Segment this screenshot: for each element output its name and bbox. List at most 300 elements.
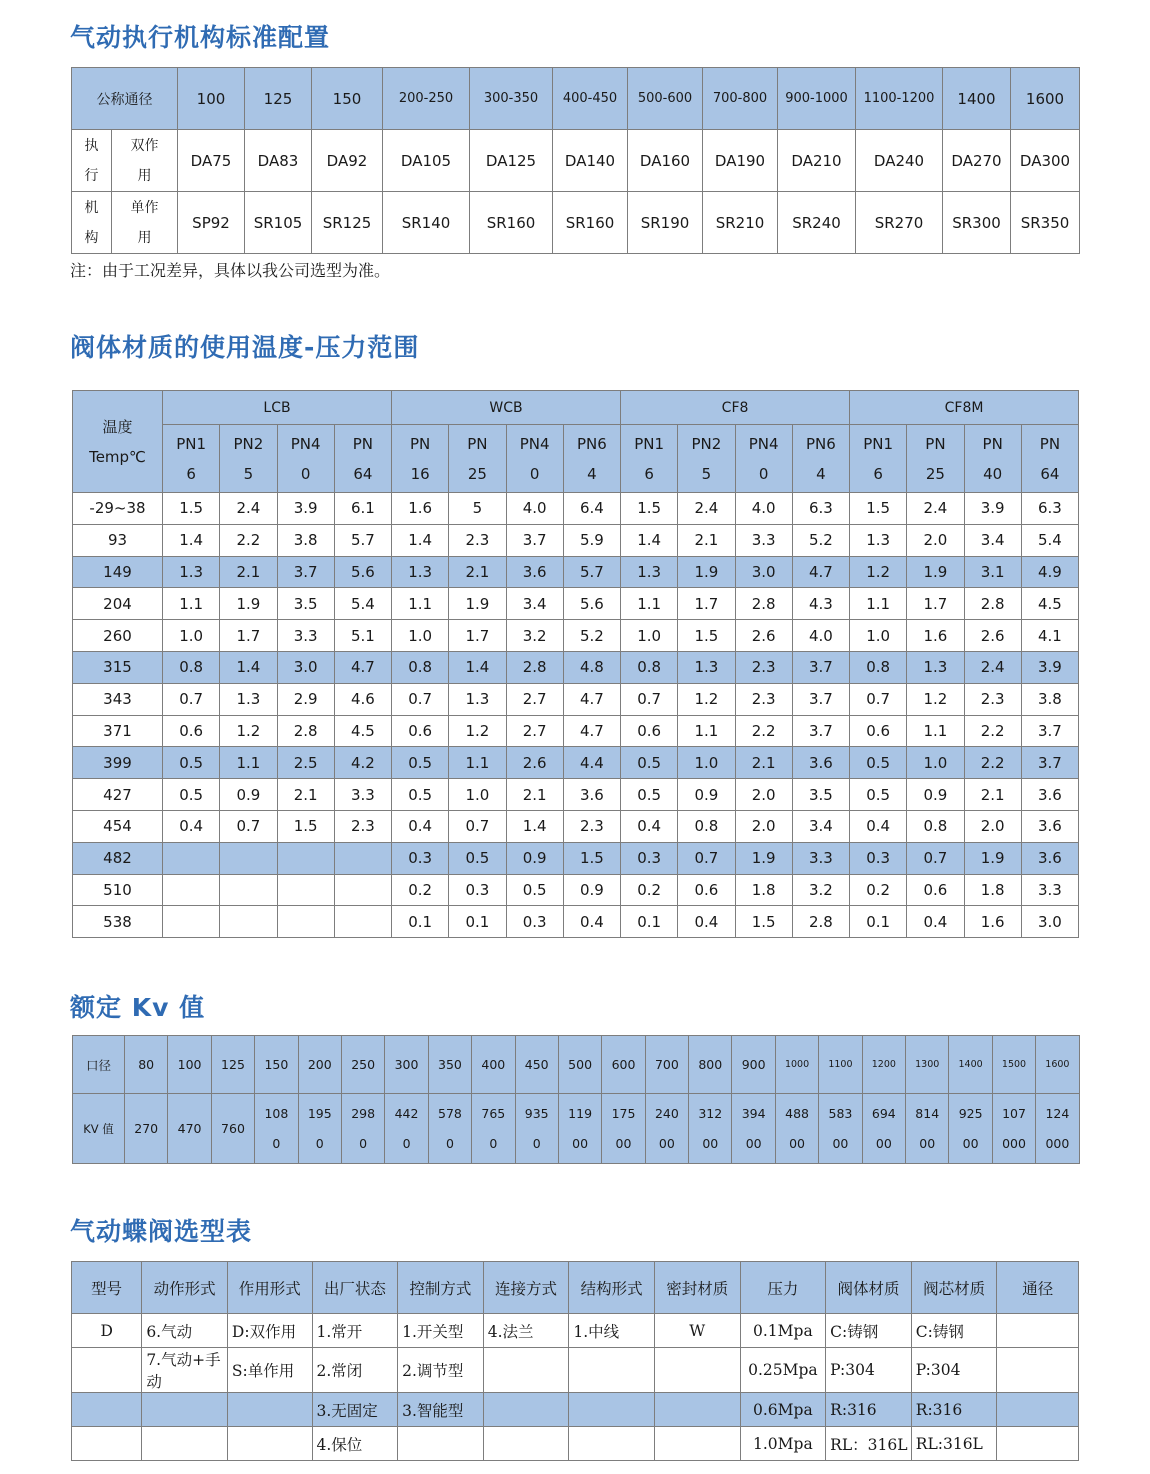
pressure-cell: 0.5 <box>163 747 220 779</box>
pressure-cell: 1.0 <box>621 620 678 652</box>
pressure-cell: 0.1 <box>392 906 449 938</box>
pressure-cell: 1.6 <box>392 493 449 525</box>
pressure-cell <box>163 842 220 874</box>
cell-line: 578 <box>438 1105 462 1121</box>
pressure-cell: 0.5 <box>621 747 678 779</box>
temp-header <box>73 391 163 493</box>
cell-line: 195 <box>307 1105 332 1121</box>
pn-header <box>220 425 277 493</box>
header-cell: 阀芯材质 <box>911 1262 997 1314</box>
pressure-cell: 0.6 <box>392 715 449 747</box>
cell-line: 5 <box>701 464 712 483</box>
pressure-cell: 1.1 <box>163 588 220 620</box>
diameter-cell: 600 <box>602 1036 645 1094</box>
value-cell: DA300 <box>1011 130 1080 192</box>
option-cell <box>569 1427 655 1461</box>
pn-header <box>163 425 220 493</box>
option-cell <box>483 1393 569 1427</box>
table-row <box>73 493 1079 525</box>
pressure-cell: 4.7 <box>563 715 620 747</box>
option-cell <box>483 1427 569 1461</box>
cell-line: 000 <box>1045 1135 1070 1151</box>
pn-header <box>907 425 964 493</box>
table-row <box>72 1348 1079 1393</box>
pressure-cell: 2.2 <box>964 747 1021 779</box>
value-cell: DA270 <box>943 130 1011 192</box>
option-cell <box>142 1427 228 1461</box>
size-cell: 125 <box>245 68 312 130</box>
pressure-cell: 3.8 <box>277 524 334 556</box>
kv-cell <box>341 1094 384 1164</box>
cell-line: 0 <box>532 1135 541 1151</box>
cell-line: 64 <box>1040 464 1060 483</box>
pressure-cell: 3.5 <box>277 588 334 620</box>
temp-cell: 482 <box>73 842 163 874</box>
cell-line: 5 <box>243 464 254 483</box>
pressure-cell: 5.2 <box>563 620 620 652</box>
pressure-cell: 0.4 <box>678 906 735 938</box>
pn-header <box>1021 425 1078 493</box>
pressure-cell: 2.8 <box>735 588 792 620</box>
diameter-cell: 700 <box>645 1036 688 1094</box>
pressure-cell: 0.7 <box>850 683 907 715</box>
kv-cell <box>602 1094 645 1164</box>
kv-cell <box>689 1094 732 1164</box>
pressure-cell: 5.1 <box>334 620 391 652</box>
option-cell: 3.无固定 <box>312 1393 398 1427</box>
pressure-cell: 3.0 <box>735 556 792 588</box>
pn-header <box>277 425 334 493</box>
cell-line: PN6 <box>576 434 607 453</box>
option-cell: C:铸钢 <box>826 1314 912 1348</box>
header-cell: 连接方式 <box>483 1262 569 1314</box>
pressure-cell: 5.7 <box>563 556 620 588</box>
row-label-line: 用 <box>137 167 152 184</box>
value-cell: DA160 <box>628 130 703 192</box>
group-char: 构 <box>84 229 99 246</box>
cell-line: 00 <box>919 1135 936 1151</box>
pressure-cell: 0.2 <box>392 874 449 906</box>
pressure-cell: 3.7 <box>277 556 334 588</box>
header-cell: 作用形式 <box>227 1262 312 1314</box>
temp-cell: 538 <box>73 906 163 938</box>
pressure-cell <box>220 906 277 938</box>
table-row <box>72 1393 1079 1427</box>
pressure-cell: 0.8 <box>907 810 964 842</box>
cell-line: 0 <box>359 1135 368 1151</box>
pressure-cell: 2.1 <box>735 747 792 779</box>
pressure-cell: 2.6 <box>964 620 1021 652</box>
value-cell: SR160 <box>470 192 553 254</box>
option-cell <box>72 1393 142 1427</box>
cell-line: 814 <box>915 1105 940 1121</box>
diameter-cell: 400 <box>472 1036 515 1094</box>
cell-line: 583 <box>828 1105 853 1121</box>
group-label <box>72 130 112 191</box>
pressure-cell: 0.7 <box>163 683 220 715</box>
pressure-cell: 0.5 <box>850 747 907 779</box>
pressure-cell: 2.1 <box>277 779 334 811</box>
cell-line: 107 <box>1002 1105 1026 1121</box>
pressure-cell: 1.8 <box>964 874 1021 906</box>
pressure-cell: 1.2 <box>850 556 907 588</box>
value-cell: DA210 <box>778 130 856 192</box>
cell-line: 000 <box>1002 1135 1026 1151</box>
pressure-cell: 4.7 <box>563 683 620 715</box>
pn-header <box>735 425 792 493</box>
option-cell: 1.常开 <box>312 1314 398 1348</box>
pn-header <box>964 425 1021 493</box>
cell-line: 16 <box>410 464 430 483</box>
kv-cell <box>992 1094 1035 1164</box>
option-cell <box>142 1393 228 1427</box>
table-row <box>73 683 1079 715</box>
table-row <box>73 779 1079 811</box>
cell-line: 760 <box>221 1120 245 1136</box>
pressure-cell: 2.3 <box>964 683 1021 715</box>
pressure-cell: 1.5 <box>735 906 792 938</box>
value-cell: DA125 <box>470 130 553 192</box>
size-cell: 200-250 <box>383 68 470 130</box>
pn-header <box>563 425 620 493</box>
group-char: 行 <box>84 167 99 184</box>
kv-cell <box>472 1094 515 1164</box>
option-cell: 2.常闭 <box>312 1348 398 1393</box>
pressure-cell: 1.6 <box>907 620 964 652</box>
row-label-line: 单作 <box>130 199 159 216</box>
kv-label: KV 值 <box>73 1094 125 1164</box>
temp-cell: 371 <box>73 715 163 747</box>
pressure-cell: 6.4 <box>563 493 620 525</box>
pressure-cell: 0.8 <box>621 651 678 683</box>
value-cell: SR190 <box>628 192 703 254</box>
diameter-cell: 300 <box>385 1036 428 1094</box>
header-cell: 通径 <box>997 1262 1079 1314</box>
pressure-cell: 4.7 <box>334 651 391 683</box>
row-label-line: 用 <box>137 229 152 246</box>
pressure-cell: 4.6 <box>334 683 391 715</box>
pressure-cell: 4.5 <box>1021 588 1078 620</box>
pressure-cell: 5.7 <box>334 524 391 556</box>
pressure-cell: 1.0 <box>678 747 735 779</box>
diameter-cell: 1100 <box>819 1036 862 1094</box>
pressure-cell: 2.3 <box>735 683 792 715</box>
pn-header <box>850 425 907 493</box>
pressure-cell: 2.3 <box>735 651 792 683</box>
pn-row <box>73 425 1079 493</box>
option-cell: 0.25Mpa <box>740 1348 826 1393</box>
cell-line: 温度 <box>102 417 133 436</box>
pressure-cell: 2.5 <box>277 747 334 779</box>
cell-line: 108 <box>264 1105 289 1121</box>
cell-line: PN1 <box>634 434 665 453</box>
option-cell: 0.6Mpa <box>740 1393 826 1427</box>
cell-line: PN <box>352 434 374 453</box>
pressure-cell: 0.9 <box>907 779 964 811</box>
value-cell: SR240 <box>778 192 856 254</box>
pressure-cell: 1.1 <box>850 588 907 620</box>
cell-line: 442 <box>394 1105 419 1121</box>
pressure-cell <box>163 874 220 906</box>
pressure-cell: 2.7 <box>506 683 563 715</box>
pn-header <box>678 425 735 493</box>
option-cell <box>227 1427 312 1461</box>
option-cell: P:304 <box>911 1348 997 1393</box>
pressure-cell: 5.6 <box>334 556 391 588</box>
temp-cell: 343 <box>73 683 163 715</box>
pressure-cell: 1.3 <box>850 524 907 556</box>
cell-line: PN4 <box>519 434 550 453</box>
kv-cell <box>775 1094 818 1164</box>
value-cell: SR140 <box>383 192 470 254</box>
pressure-cell: 2.1 <box>220 556 277 588</box>
table-row <box>73 874 1079 906</box>
pressure-cell: 3.3 <box>792 842 849 874</box>
temp-cell: 204 <box>73 588 163 620</box>
option-cell: 2.调节型 <box>398 1348 484 1393</box>
table-row <box>73 747 1079 779</box>
cell-line: 25 <box>467 464 487 483</box>
pressure-cell: 3.3 <box>1021 874 1078 906</box>
pressure-cell: 1.3 <box>678 651 735 683</box>
option-cell: P:304 <box>826 1348 912 1393</box>
value-cell: DA75 <box>178 130 245 192</box>
kv-cell <box>385 1094 428 1164</box>
option-cell: C:铸钢 <box>911 1314 997 1348</box>
pressure-cell: 2.2 <box>735 715 792 747</box>
header-cell: 出厂状态 <box>312 1262 398 1314</box>
pressure-cell: 1.1 <box>392 588 449 620</box>
pressure-cell: 1.2 <box>678 683 735 715</box>
option-cell: R:316 <box>826 1393 912 1427</box>
table-row <box>73 524 1079 556</box>
temp-cell: 454 <box>73 810 163 842</box>
pressure-cell: 0.4 <box>163 810 220 842</box>
group-label <box>72 192 112 253</box>
pressure-cell: 2.0 <box>735 810 792 842</box>
option-cell: D <box>72 1314 142 1348</box>
pressure-cell: 4.7 <box>792 556 849 588</box>
kv-row <box>73 1094 1080 1164</box>
pressure-cell: 2.2 <box>220 524 277 556</box>
pn-header <box>506 425 563 493</box>
pressure-cell: 2.9 <box>277 683 334 715</box>
cell-line: 00 <box>658 1135 675 1151</box>
value-cell: DA190 <box>703 130 778 192</box>
cell-line: 00 <box>745 1135 762 1151</box>
pressure-cell: 2.0 <box>964 810 1021 842</box>
pressure-cell: 2.1 <box>506 779 563 811</box>
pressure-cell: 3.7 <box>506 524 563 556</box>
table-row <box>73 715 1079 747</box>
pressure-cell <box>163 906 220 938</box>
header-row <box>72 1262 1079 1314</box>
group-char: 执 <box>84 137 99 154</box>
pressure-cell: 0.4 <box>907 906 964 938</box>
pressure-cell: 0.7 <box>449 810 506 842</box>
pressure-cell: 2.3 <box>334 810 391 842</box>
cell-line: 6 <box>186 464 196 483</box>
pressure-cell: 0.3 <box>392 842 449 874</box>
header-cell: 型号 <box>72 1262 142 1314</box>
table-row <box>73 651 1079 683</box>
size-cell: 150 <box>312 68 383 130</box>
pressure-cell: 6.1 <box>334 493 391 525</box>
kv-cell <box>732 1094 775 1164</box>
pressure-cell: 4.0 <box>792 620 849 652</box>
kv-cell <box>428 1094 471 1164</box>
pressure-cell: 2.1 <box>449 556 506 588</box>
option-cell: 1.中线 <box>569 1314 655 1348</box>
cell-line: 470 <box>177 1120 202 1136</box>
diameter-cell: 125 <box>211 1036 254 1094</box>
cell-line: 25 <box>925 464 945 483</box>
table-row <box>73 906 1079 938</box>
pressure-cell: 1.7 <box>678 588 735 620</box>
pressure-cell: 0.4 <box>392 810 449 842</box>
pressure-cell: 3.9 <box>277 493 334 525</box>
option-cell: S:单作用 <box>227 1348 312 1393</box>
pressure-cell: 1.4 <box>449 651 506 683</box>
diameter-cell: 1600 <box>1036 1036 1079 1094</box>
size-cell: 500-600 <box>628 68 703 130</box>
pressure-cell: 1.1 <box>220 747 277 779</box>
cell-line: 00 <box>572 1135 589 1151</box>
pressure-cell: 1.5 <box>850 493 907 525</box>
selection-table <box>71 1261 1079 1461</box>
pressure-cell: 3.7 <box>792 715 849 747</box>
header-cell: 压力 <box>740 1262 826 1314</box>
diameter-cell: 150 <box>255 1036 298 1094</box>
pressure-cell: 3.6 <box>506 556 563 588</box>
cell-line: PN1 <box>176 434 207 453</box>
pressure-cell: 0.6 <box>621 715 678 747</box>
pressure-cell: 2.4 <box>907 493 964 525</box>
pressure-cell: 2.1 <box>678 524 735 556</box>
kv-cell <box>645 1094 688 1164</box>
pressure-cell: 5.4 <box>1021 524 1078 556</box>
pressure-cell: 0.3 <box>449 874 506 906</box>
value-cell: SR300 <box>943 192 1011 254</box>
option-cell <box>997 1393 1079 1427</box>
pressure-cell: 1.0 <box>907 747 964 779</box>
option-cell <box>483 1348 569 1393</box>
pressure-cell: 5.9 <box>563 524 620 556</box>
pressure-cell: 0.7 <box>392 683 449 715</box>
pressure-cell: 2.7 <box>506 715 563 747</box>
value-cell: DA83 <box>245 130 312 192</box>
pn-header <box>621 425 678 493</box>
pressure-cell: 3.6 <box>1021 779 1078 811</box>
option-cell <box>654 1427 740 1461</box>
value-cell: SR105 <box>245 192 312 254</box>
pressure-cell: 0.1 <box>850 906 907 938</box>
pressure-cell: 3.7 <box>792 683 849 715</box>
pressure-cell: 0.4 <box>850 810 907 842</box>
header-cell: 结构形式 <box>569 1262 655 1314</box>
cell-line: 00 <box>962 1135 979 1151</box>
pressure-cell: 4.9 <box>1021 556 1078 588</box>
pressure-cell <box>220 842 277 874</box>
cell-line: 175 <box>611 1105 636 1121</box>
section4-title: 气动蝶阀选型表 <box>70 1217 253 1246</box>
kv-cell <box>558 1094 601 1164</box>
row-label-line: 双作 <box>130 137 159 154</box>
value-cell: SR210 <box>703 192 778 254</box>
option-cell: RL：316L <box>826 1427 912 1461</box>
cell-line: PN2 <box>233 434 264 453</box>
material-row <box>73 391 1079 425</box>
option-cell: 6.气动 <box>142 1314 228 1348</box>
header-row <box>72 68 1080 130</box>
pressure-cell: 0.8 <box>850 651 907 683</box>
pressure-cell: 1.9 <box>964 842 1021 874</box>
pressure-cell: 1.5 <box>678 620 735 652</box>
pressure-cell: 4.1 <box>1021 620 1078 652</box>
value-cell: DA240 <box>856 130 943 192</box>
diameter-cell: 1500 <box>992 1036 1035 1094</box>
value-cell: SR160 <box>553 192 628 254</box>
size-cell: 1400 <box>943 68 1011 130</box>
cell-line: 0 <box>300 464 311 483</box>
pressure-cell: 0.1 <box>621 906 678 938</box>
cell-line: 0 <box>489 1135 498 1151</box>
pressure-cell: 4.5 <box>334 715 391 747</box>
option-cell: R:316 <box>911 1393 997 1427</box>
option-cell <box>997 1314 1079 1348</box>
cell-line: 298 <box>351 1105 376 1121</box>
cell-line: 240 <box>654 1105 679 1121</box>
pressure-cell: 3.4 <box>506 588 563 620</box>
pressure-cell: 2.4 <box>964 651 1021 683</box>
pressure-cell: 0.5 <box>449 842 506 874</box>
pressure-cell: 3.2 <box>792 874 849 906</box>
option-cell <box>997 1348 1079 1393</box>
diameter-cell: 800 <box>689 1036 732 1094</box>
pressure-cell: 2.6 <box>735 620 792 652</box>
cell-line: 64 <box>353 464 373 483</box>
pressure-cell: 1.0 <box>163 620 220 652</box>
diameter-cell: 1400 <box>949 1036 992 1094</box>
cell-line: PN2 <box>691 434 722 453</box>
section1-note: 注：由于工况差异，具体以我公司选型为准。 <box>70 261 391 280</box>
diameter-cell: 100 <box>168 1036 211 1094</box>
header-label: 公称通径 <box>72 68 178 130</box>
pressure-cell: 2.4 <box>678 493 735 525</box>
pressure-cell: 1.5 <box>163 493 220 525</box>
value-cell: SR125 <box>312 192 383 254</box>
pressure-cell: 6.3 <box>1021 493 1078 525</box>
kv-cell <box>906 1094 949 1164</box>
pressure-cell: 0.9 <box>506 842 563 874</box>
cell-line: PN <box>1039 434 1061 453</box>
kv-cell <box>1036 1094 1079 1164</box>
cell-line: 40 <box>983 464 1003 483</box>
pressure-cell: 1.7 <box>449 620 506 652</box>
pressure-cell <box>334 906 391 938</box>
pressure-cell: 0.9 <box>220 779 277 811</box>
cell-line: PN <box>982 434 1003 453</box>
pressure-cell: 3.7 <box>1021 747 1078 779</box>
pressure-cell: 1.5 <box>621 493 678 525</box>
cell-line: 270 <box>134 1120 159 1136</box>
cell-line: PN4 <box>748 434 779 453</box>
diameter-row <box>73 1036 1080 1094</box>
pressure-cell: 3.0 <box>1021 906 1078 938</box>
kv-cell <box>819 1094 862 1164</box>
option-cell: 7.气动+手动 <box>142 1348 228 1393</box>
pressure-cell: 0.1 <box>449 906 506 938</box>
